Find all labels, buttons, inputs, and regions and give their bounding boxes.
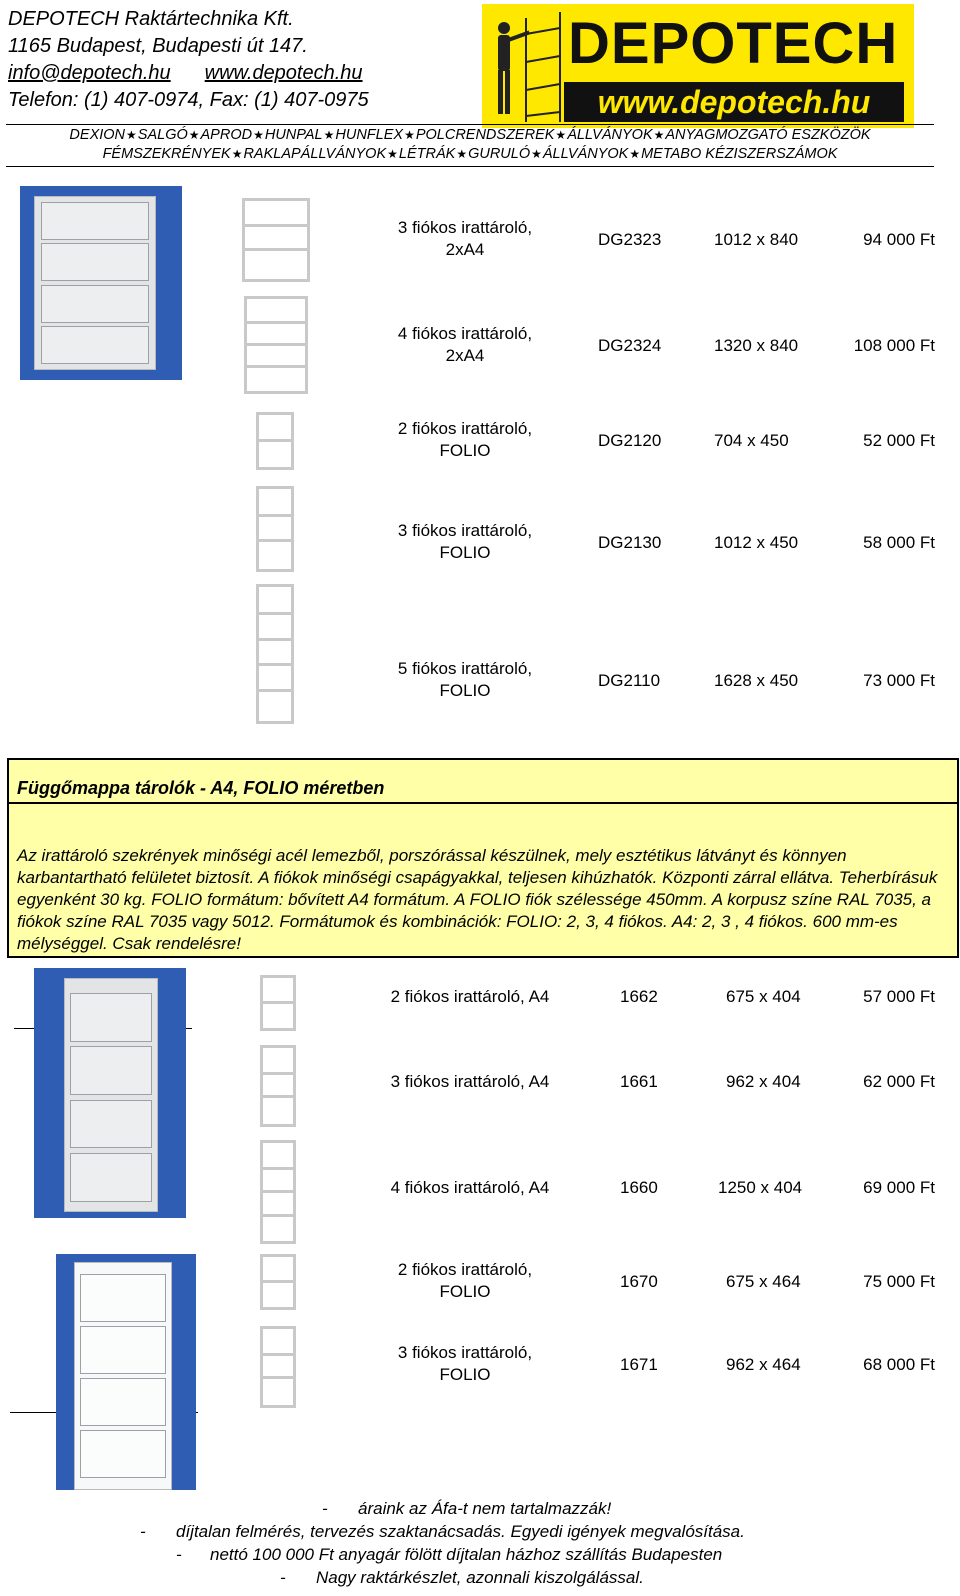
star-icon: ★ (531, 147, 542, 161)
product-row (0, 1342, 960, 1388)
info-box-rule (9, 802, 957, 804)
product-size: 962 x 404 (726, 1072, 801, 1091)
product-row (0, 658, 960, 704)
product-price: 68 000 Ft (863, 1355, 935, 1374)
product-name-format: FOLIO (439, 1282, 491, 1301)
company-name: DEPOTECH Raktártechnika Kft. (8, 8, 294, 30)
footer-note (0, 1566, 960, 1589)
product-code: 1670 (620, 1272, 658, 1291)
star-icon: ★ (404, 128, 415, 142)
star-icon: ★ (126, 128, 137, 142)
category-item: SALGÓ (137, 127, 188, 143)
product-row (0, 1259, 960, 1305)
footer-text: áraink az Áfa-t nem tartalmazzák! (358, 1499, 612, 1518)
product-code: 1671 (620, 1355, 658, 1374)
category-item: HUNFLEX (335, 127, 404, 143)
product-row (0, 418, 960, 464)
footer-text: díjtalan felmérés, tervezés szaktanácsadás. Egyedi igények megvalósítása. (176, 1522, 745, 1541)
product-code: DG2324 (598, 336, 662, 355)
product-size: 1250 x 404 (718, 1178, 803, 1197)
product-name: 2 fiókos irattároló, (397, 419, 533, 438)
product-name-format: FOLIO (439, 1365, 491, 1384)
star-icon: ★ (387, 147, 398, 161)
shelf-worker-icon (486, 4, 566, 128)
star-icon: ★ (188, 128, 200, 142)
footer-dash: - (140, 1522, 146, 1541)
product-row (0, 1177, 960, 1201)
product-name-format: FOLIO (439, 543, 491, 562)
category-item: ANYAGMOZGATÓ ESZKÖZÖK (665, 127, 871, 143)
website-link[interactable]: www.depotech.hu (204, 62, 363, 84)
product-price: 62 000 Ft (863, 1072, 935, 1091)
footer-note (0, 1543, 960, 1566)
product-row (0, 323, 960, 369)
category-rule (6, 166, 934, 167)
product-price: 75 000 Ft (863, 1272, 935, 1291)
info-box (7, 758, 959, 958)
footer-note (0, 1520, 960, 1543)
star-icon: ★ (456, 147, 468, 161)
product-name: 2 fiókos irattároló, A4 (390, 987, 550, 1006)
product-size: 1320 x 840 (714, 336, 799, 355)
product-code: DG2120 (598, 431, 662, 450)
email-link[interactable]: info@depotech.hu (8, 62, 171, 84)
product-code: 1661 (620, 1072, 658, 1091)
star-icon: ★ (555, 128, 567, 142)
category-item: ÁLLVÁNYOK (567, 127, 653, 143)
product-name: 4 fiókos irattároló, A4 (390, 1178, 550, 1197)
logo-title: DEPOTECH (568, 11, 899, 76)
product-code: 1662 (620, 987, 658, 1006)
depotech-logo (482, 4, 914, 128)
product-price: 73 000 Ft (863, 671, 935, 690)
star-icon: ★ (253, 128, 264, 142)
info-box-title: Függőmappa tárolók - A4, FOLIO méretben (17, 778, 385, 798)
header-rule (6, 124, 934, 125)
footer-text: nettó 100 000 Ft anyagár fölött díjtalan házhoz szállítás Budapesten (210, 1545, 723, 1564)
product-row (0, 520, 960, 566)
product-price: 69 000 Ft (863, 1178, 935, 1197)
product-size: 1012 x 840 (714, 230, 799, 249)
company-info (8, 6, 369, 114)
footer-note (0, 1497, 960, 1520)
category-item: DEXION (69, 127, 126, 143)
product-name: 2 fiókos irattároló, (397, 1260, 533, 1279)
product-size: 704 x 450 (714, 431, 789, 450)
product-code: 1660 (620, 1178, 658, 1197)
product-size: 962 x 464 (726, 1355, 801, 1374)
product-price: 108 000 Ft (853, 336, 935, 355)
product-name-format: 2xA4 (445, 346, 485, 365)
star-icon: ★ (323, 128, 335, 142)
category-item: GURULÓ (468, 146, 531, 162)
product-size: 1628 x 450 (714, 671, 799, 690)
category-item: POLCRENDSZEREK (415, 127, 555, 143)
phone-fax: Telefon: (1) 407-0974, Fax: (1) 407-0975 (8, 89, 369, 111)
category-item: HUNPAL (264, 127, 323, 143)
product-size: 675 x 404 (726, 987, 801, 1006)
category-item: APROD (200, 127, 253, 143)
company-address: 1165 Budapest, Budapesti út 147. (8, 35, 308, 57)
product-name-format: FOLIO (439, 681, 491, 700)
category-line-2 (6, 145, 934, 164)
category-item: LÉTRÁK (398, 146, 456, 162)
logo-url: www.depotech.hu (564, 82, 904, 122)
product-name: 3 fiókos irattároló, A4 (390, 1072, 550, 1091)
product-size: 675 x 464 (726, 1272, 801, 1291)
product-code: DG2110 (598, 671, 661, 690)
product-price: 52 000 Ft (863, 431, 935, 450)
product-name: 5 fiókos irattároló, (397, 659, 533, 678)
category-item: RAKLAPÁLLVÁNYOK (243, 146, 387, 162)
star-icon: ★ (629, 147, 641, 161)
product-name-format: FOLIO (439, 441, 491, 460)
category-item: FÉMSZEKRÉNYEK (102, 146, 231, 162)
product-row (0, 217, 960, 263)
star-icon: ★ (231, 147, 243, 161)
star-icon: ★ (653, 128, 665, 142)
category-line-1 (6, 126, 934, 145)
product-name: 3 fiókos irattároló, (397, 218, 533, 237)
product-price: 57 000 Ft (863, 987, 935, 1006)
footer-text: Nagy raktárkészlet, azonnali kiszolgálással. (316, 1568, 644, 1587)
category-item: ÁLLVÁNYOK (542, 146, 629, 162)
footer-dash: - (322, 1499, 328, 1518)
footer-notes (0, 1497, 960, 1589)
product-row (0, 1071, 960, 1095)
product-name: 3 fiókos irattároló, (397, 521, 533, 540)
product-name: 3 fiókos irattároló, (397, 1343, 533, 1362)
product-code: DG2323 (598, 230, 662, 249)
product-price: 94 000 Ft (863, 230, 935, 249)
info-box-text: Az irattároló szekrények minőségi acél lemezből, porszórással készülnek, mely esztétikus látványt és könnyen karbantartható felületet biztosít. A fiókok minőségi csapágyakkal, teljesen kihúzhatók. Központi zárral ellátva. Teherbírásuk egyenként 30 kg. FOLIO formátum: bővített A4 formátum. A FOLIO fiók szélessége 450mm. A korpusz színe RAL 7035, a fiókok színe RAL 7035 vagy 5012. Formátumok és kombinációk: FOLIO: 2, 3, 4 fiókos. A4: 2, 3 , 4 fiókos. 600 mm-es mélységgel. Csak rendelésre! (17, 846, 938, 953)
product-name-format: 2xA4 (445, 240, 485, 259)
product-size: 1012 x 450 (714, 533, 799, 552)
footer-dash: - (176, 1545, 182, 1564)
contact-links (8, 60, 369, 87)
product-name: 4 fiókos irattároló, (397, 324, 533, 343)
product-code: DG2130 (598, 533, 662, 552)
product-price: 58 000 Ft (863, 533, 935, 552)
footer-dash: - (280, 1568, 286, 1587)
product-row (0, 986, 960, 1010)
category-item: METABO KÉZISZERSZÁMOK (641, 146, 838, 162)
